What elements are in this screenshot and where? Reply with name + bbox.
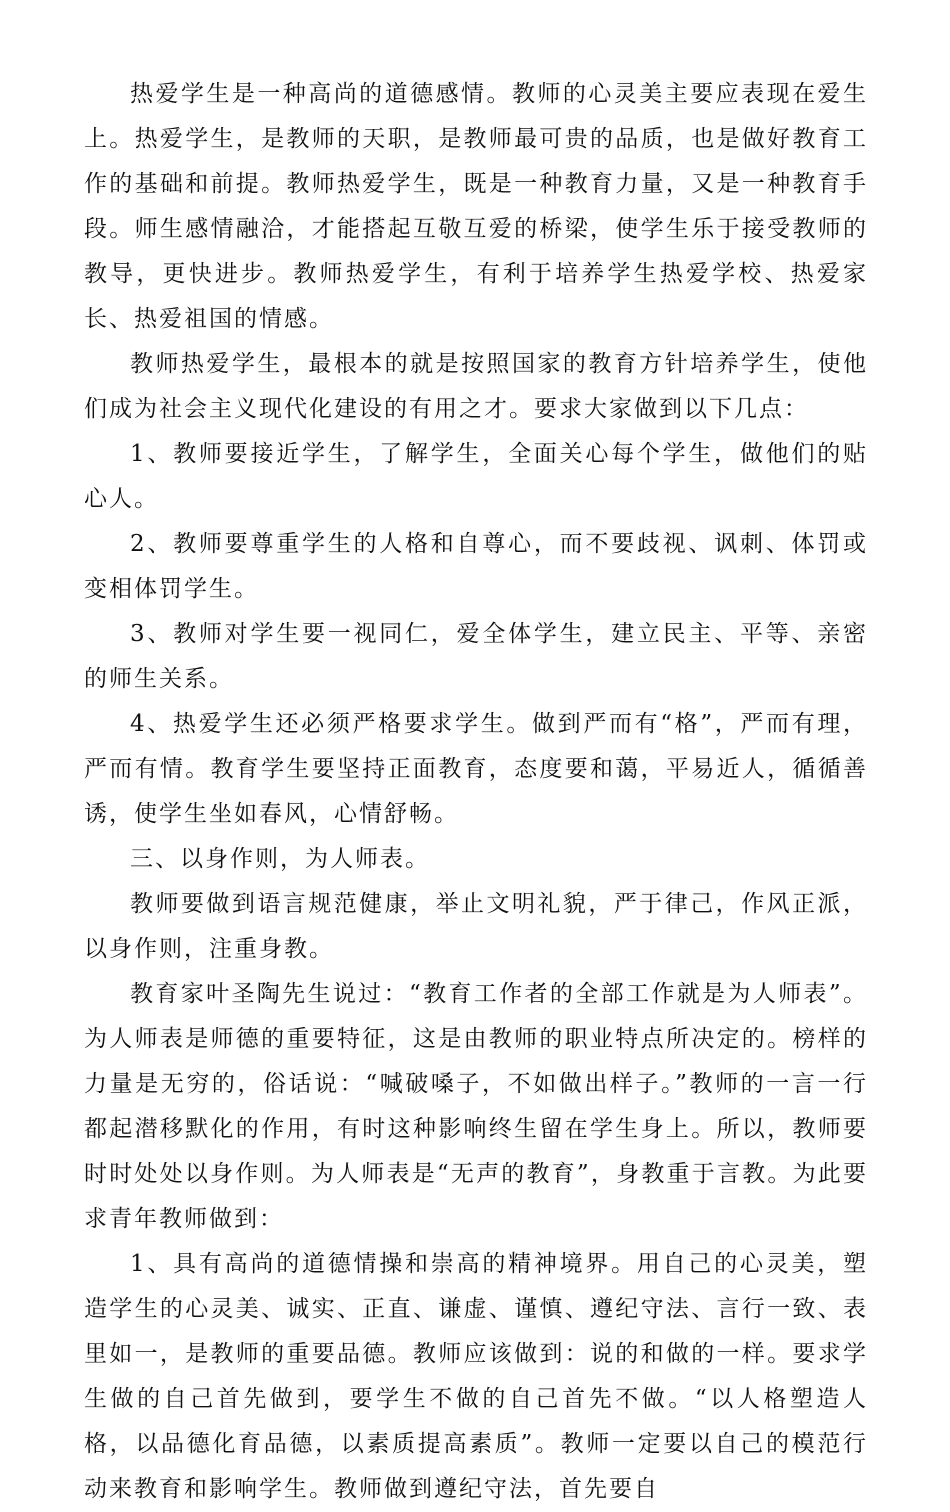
paragraph-fundamental-requirement: 教师热爱学生，最根本的就是按照国家的教育方针培养学生，使他们成为社会主义现代化建设的有用之才。要求大家做到以下几点： [84, 351, 868, 422]
list-item-4-strict-requirements: 4、热爱学生还必须严格要求学生。做到严而有“格”，严而有理，严而有情。教育学生要坚持正面教育，态度要和蔼，平易近人，循循善诱，使学生坐如春风，心情舒畅。 [84, 711, 868, 827]
list-item-3-treat-equally: 3、教师对学生要一视同仁，爱全体学生，建立民主、平等、亲密的师生关系。 [84, 621, 868, 692]
paragraph-love-students: 热爱学生是一种高尚的道德感情。教师的心灵美主要应表现在爱生上。热爱学生，是教师的天职，是教师最可贵的品质，也是做好教育工作的基础和前提。教师热爱学生，既是一种教育力量，又是一种教育手段。师生感情融洽，才能搭起互敬互爱的桥梁，使学生乐于接受教师的教导，更快进步。教师热爱学生，有利于培养学生热爱学校、热爱家长、热爱祖国的情感。 [84, 81, 868, 332]
document-page [84, 72, 868, 1512]
section-heading-lead-by-example: 三、以身作则，为人师表。 [130, 846, 430, 872]
paragraph-language-conduct: 教师要做到语言规范健康，举止文明礼貌，严于律己，作风正派，以身作则，注重身教。 [84, 891, 868, 962]
list-item-1-approach-students: 1、教师要接近学生，了解学生，全面关心每个学生，做他们的贴心人。 [84, 441, 868, 512]
list-item-2-respect-students: 2、教师要尊重学生的人格和自尊心，而不要歧视、讽刺、体罚或变相体罚学生。 [84, 531, 868, 602]
paragraph-ye-shengtao-quote: 教育家叶圣陶先生说过：“教育工作者的全部工作就是为人师表”。为人师表是师德的重要特征，这是由教师的职业特点所决定的。榜样的力量是无穷的，俗话说：“喊破嗓子，不如做出样子。”教师的一言一行都起潜移默化的作用，有时这种影响终生留在学生身上。所以，教师要时时处处以身作则。为人师表是“无声的教育”，身教重于言教。为此要求青年教师做到： [84, 981, 868, 1232]
list-item-1-moral-sentiment: 1、具有高尚的道德情操和崇高的精神境界。用自己的心灵美，塑造学生的心灵美、诚实、正直、谦虚、谨慎、遵纪守法、言行一致、表里如一，是教师的重要品德。教师应该做到：说的和做的一样。要求学生做的自己首先做到，要学生不做的自己首先不做。“以人格塑造人格，以品德化育品德，以素质提高素质”。教师一定要以自己的模范行动来教育和影响学生。教师做到遵纪守法，首先要自 [84, 1251, 868, 1502]
